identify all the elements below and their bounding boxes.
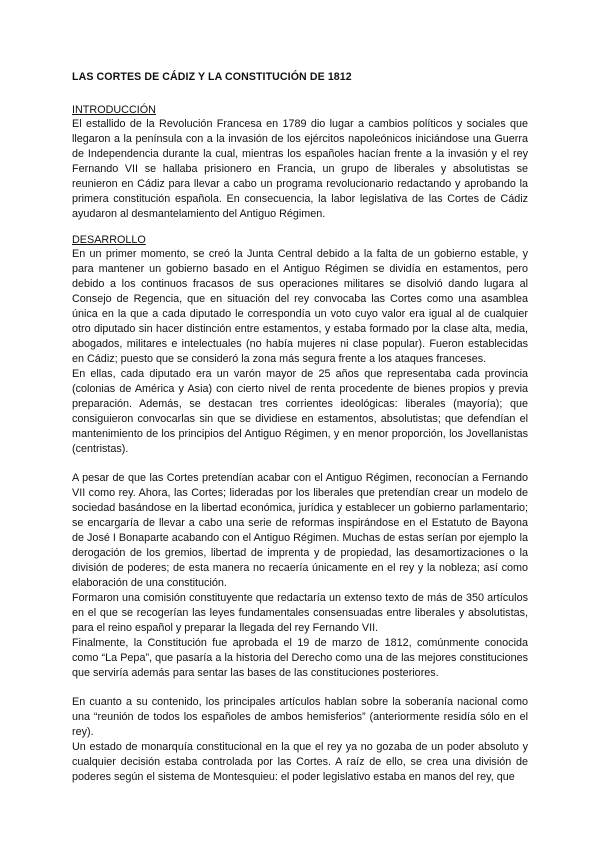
document-title: LAS CORTES DE CÁDIZ Y LA CONSTITUCIÓN DE 1812 (72, 71, 352, 83)
paragraph: Un estado de monarquía constitucional en la que el rey ya no gozaba de un poder absoluto y cualquier decisión estaba controlada por las Cortes. A raíz de ello, se crea una división de poderes según el sistema de Montesquieu: el poder legislativo estaba en manos del rey, que (72, 741, 528, 783)
section-heading-introduccion: INTRODUCCIÓN (72, 104, 156, 116)
paragraph: En cuanto a su contenido, los principales artículos hablan sobre la soberanía nacional como una “reunión de todos los españoles de ambos hemisferios” (anteriormente residía sólo en el rey). (72, 696, 528, 738)
paragraph: En ellas, cada diputado era un varón mayor de 25 años que representaba cada provincia (colonias de América y Asia) con cierto nivel de renta procedente de bienes propios y previa preparación. Además, se destacan tres corrientes ideológicas: liberales (mayoría); que consiguieron convocarlas sin que se dividiese en estamentos, absolutistas; que defendían el mantenimiento de los principios del Antiguo Régimen, y en menor proporción, los Jovellanistas (centristas). (72, 368, 528, 455)
paragraph: A pesar de que las Cortes pretendían acabar con el Antiguo Régimen, reconocían a Fernando VII como rey. Ahora, las Cortes; lideradas por los liberales que pretendían crear un modelo de sociedad basándose en la libertad económica, jurídica y establecer un gobierno parlamentario; se encargaría de llevar a cabo una serie de reformas inspirándose en el Estatuto de Bayona de José I Bonaparte acabando con el Antiguo Régimen. Muchas de estas serían por ejemplo la derogación de los gremios, libertad de imprenta y de propiedad, las desamortizaciones o la división de poderes; de esta manera no recaería únicamente en el rey y la nobleza; así como elaboración de una constitución. (72, 472, 528, 589)
paragraph: En un primer momento, se creó la Junta Central debido a la falta de un gobierno estable, y para mantener un gobierno basado en el Antiguo Régimen se dividía en estamentos, pero debido a los continuos fracasos de sus operaciones militares se disolvió dando lugara al Consejo de Regencia, que en situación del rey convocaba las Cortes como una asamblea única en la que a cada diputado le correspondía un voto cuyo valor era igual al de cualquier otro diputado sin hacer distinción entre estamentos, y estaba formado por la clase alta, media, abogados, militares e intelectuales (no había mujeres ni clase popular). Fueron establecidas en Cádiz; puesto que se consideró la zona más segura frente a los ataques franceses. (72, 248, 528, 365)
section-heading-desarrollo: DESARROLLO (72, 234, 146, 246)
paragraph: Finalmente, la Constitución fue aprobada el 19 de marzo de 1812, comúnmente conocida como “La Pepa”, que pasaría a la historia del Derecho como una de las mejores constituciones que serviría además para sentar las bases de las constituciones posteriores. (72, 637, 528, 679)
paragraph: El estallido de la Revolución Francesa en 1789 dio lugar a cambios políticos y sociales que llegaron a la península con a la invasión de los ejércitos napoleónicos iniciándose una Guerra de Independencia durante la cual, mientras los españoles hacían frente a la invasión y el rey Fernando VII se hallaba prisionero en Francia, un grupo de liberales y absolutistas se reunieron en Cádiz para llevar a cabo un programa revolucionario redactando y aprobando la primera constitución española. En consecuencia, la labor legislativa de las Cortes de Cádiz ayudaron al desmantelamiento del Antiguo Régimen. (72, 118, 528, 220)
paragraph: Formaron una comisión constituyente que redactaría un extenso texto de más de 350 artículos en el que se recogerían las leyes fundamentales consensuadas entre liberales y absolutistas, para el reino español y preparar la llegada del rey Fernando VII. (72, 592, 528, 634)
